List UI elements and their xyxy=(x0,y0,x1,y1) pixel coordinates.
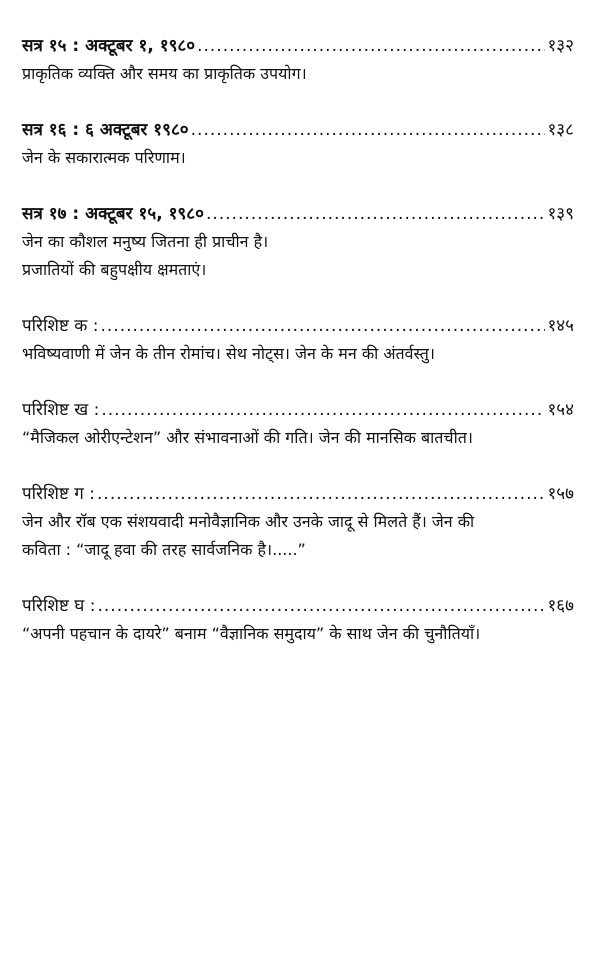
dot-leader xyxy=(97,482,545,506)
description-line: प्राकृतिक व्यक्ति और समय का प्राकृतिक उपयोग। xyxy=(22,64,307,83)
toc-entry-title: सत्र १५ : अक्टूबर १, १९८० xyxy=(22,36,196,56)
toc-entry-title: परिशिष्ट घ : xyxy=(22,596,96,616)
toc-heading[interactable] xyxy=(22,594,574,618)
dot-leader xyxy=(197,34,545,58)
toc-entry-description xyxy=(22,144,574,172)
toc-heading[interactable] xyxy=(22,118,574,142)
toc-entry-description xyxy=(22,508,574,564)
toc-page-number: १३८ xyxy=(547,120,574,140)
toc-entry-description xyxy=(22,340,574,368)
description-line: “मैजिकल ओरीएन्टेशन” और संभावनाओं की गति। जेन की मानसिक बातचीत। xyxy=(22,428,473,447)
toc-entry-appendix-d xyxy=(22,594,574,648)
description-line: कविता : “जादू हवा की तरह सार्वजनिक है।.....” xyxy=(22,540,306,559)
toc-page-number: १३२ xyxy=(547,36,574,56)
toc-page-number: १३९ xyxy=(547,204,574,224)
dot-leader xyxy=(101,398,545,422)
description-line: “अपनी पहचान के दायरे” बनाम “वैज्ञानिक समुदाय” के साथ जेन की चुनौतियाँ। xyxy=(22,624,481,643)
toc-entry-title: परिशिष्ट ख : xyxy=(22,400,100,420)
toc-entry-title: सत्र १७ : अक्टूबर १५, १९८० xyxy=(22,204,204,224)
description-line: भविष्यवाणी में जेन के तीन रोमांच। सेथ नोट्स। जेन के मन की अंतर्वस्तु। xyxy=(22,344,435,363)
description-line: जेन के सकारात्मक परिणाम। xyxy=(22,148,186,167)
toc-heading[interactable] xyxy=(22,482,574,506)
table-of-contents xyxy=(22,34,574,648)
toc-entry-description xyxy=(22,424,574,452)
toc-entry-description xyxy=(22,620,574,648)
toc-page-number: १४५ xyxy=(547,316,574,336)
toc-entry-title: परिशिष्ट क : xyxy=(22,316,99,336)
toc-entry-session-15 xyxy=(22,34,574,88)
description-line: प्रजातियों की बहुपक्षीय क्षमताएं। xyxy=(22,260,207,279)
description-line: जेन और रॉब एक संशयवादी मनोवैज्ञानिक और उनके जादू से मिलते हैं। जेन की xyxy=(22,512,475,531)
toc-entry-appendix-c xyxy=(22,482,574,564)
toc-entry-title: परिशिष्ट ग : xyxy=(22,484,96,504)
toc-entry-session-17 xyxy=(22,202,574,284)
toc-heading[interactable] xyxy=(22,314,574,338)
toc-entry-session-16 xyxy=(22,118,574,172)
toc-page-number: १५४ xyxy=(547,400,574,420)
toc-entry-description xyxy=(22,228,574,284)
dot-leader xyxy=(206,202,546,226)
toc-entry-appendix-b xyxy=(22,398,574,452)
toc-entry-description xyxy=(22,60,574,88)
dot-leader xyxy=(191,118,546,142)
dot-leader xyxy=(98,594,546,618)
toc-heading[interactable] xyxy=(22,34,574,58)
dot-leader xyxy=(101,314,546,338)
description-line: जेन का कौशल मनुष्य जितना ही प्राचीन है। xyxy=(22,232,269,251)
toc-entry-title: सत्र १६ : ६ अक्टूबर १९८० xyxy=(22,120,189,140)
toc-entry-appendix-a xyxy=(22,314,574,368)
toc-heading[interactable] xyxy=(22,398,574,422)
toc-heading[interactable] xyxy=(22,202,574,226)
toc-page-number: १५७ xyxy=(547,484,574,504)
toc-page-number: १६७ xyxy=(547,596,574,616)
